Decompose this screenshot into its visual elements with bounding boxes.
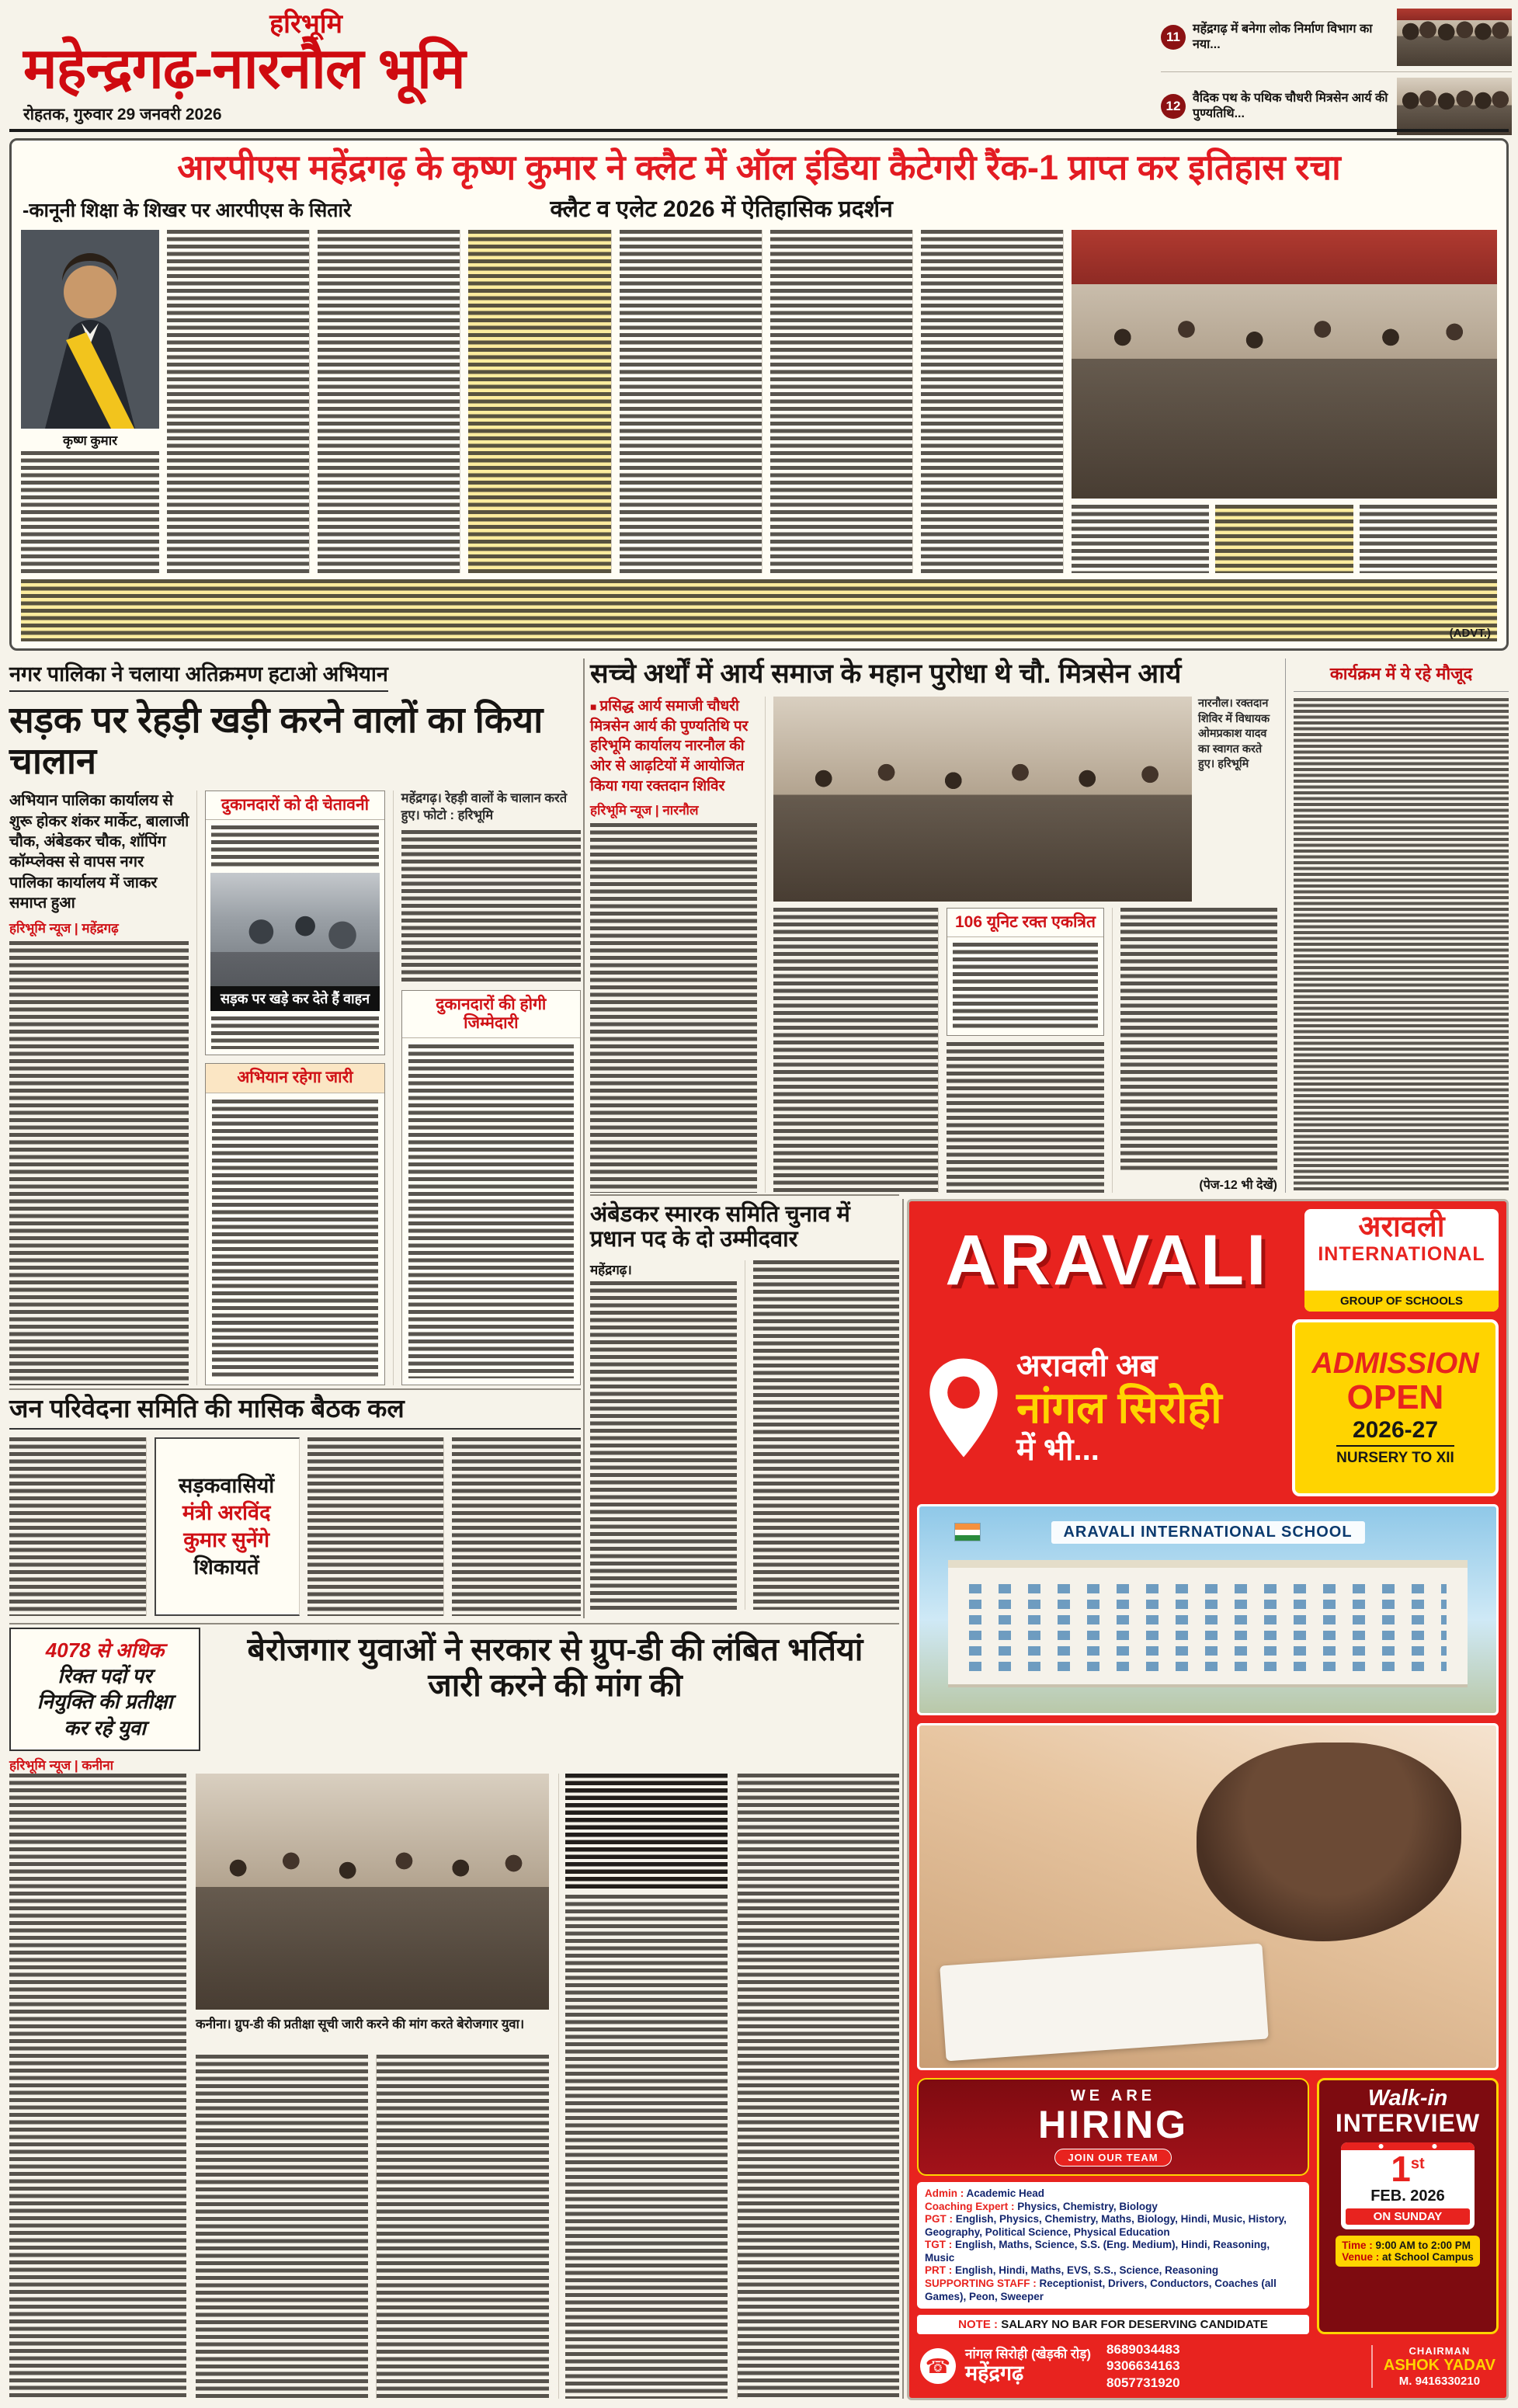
body-text-block xyxy=(408,1044,574,1378)
time-label: Time : xyxy=(1342,2239,1373,2251)
edition-dateline: रोहतक, गुरुवार 29 जनवरी 2026 xyxy=(23,106,222,124)
body-text-block xyxy=(167,230,310,573)
brief-text: वैदिक पथ के पथिक चौधरी मित्रसेन आर्य की पुण्यतिथि... xyxy=(1193,92,1388,120)
lead-body xyxy=(12,230,1506,573)
ad-brand-row xyxy=(917,1209,1499,1312)
body-text-block xyxy=(376,2055,549,2399)
school-building-photo xyxy=(917,1504,1499,1715)
day-suffix: st xyxy=(1410,2155,1425,2173)
student-portrait-photo xyxy=(21,230,159,429)
ambedkar-committee-article xyxy=(590,1202,899,1618)
address-block xyxy=(965,2347,1091,2385)
article-column xyxy=(401,791,581,1385)
newspaper-title: महेन्द्रगढ़-नारनौल भूमि xyxy=(23,37,465,100)
staff-label: Admin : xyxy=(925,2187,964,2199)
dateline: महेंद्रगढ़। xyxy=(590,1262,632,1277)
brief-number-badge: 11 xyxy=(1161,25,1186,50)
ad-bottom-row xyxy=(917,2078,1499,2334)
box-title: दुकानदारों की होगी जिम्मेदारी xyxy=(402,991,580,1038)
article-headline: सच्चे अर्थों में आर्य समाज के महान पुरोधा थे चौ. मित्रसेन आर्य xyxy=(590,658,1182,689)
staff-requirements-panel xyxy=(917,2182,1309,2309)
article-headline: सड़क पर रेहड़ी खड़ी करने वालों का किया चालान xyxy=(9,699,544,781)
bold-text-block xyxy=(565,1774,728,1890)
brief-number-badge: 12 xyxy=(1161,94,1186,119)
under-photo-text xyxy=(1072,505,1497,573)
staff-value: English, Hindi, Maths, EVS, S.S., Science, Reasoning xyxy=(955,2264,1219,2277)
blood-units-box xyxy=(947,908,1103,1036)
brief-text: महेंद्रगढ़ में बनेगा लोक निर्माण विभाग का नया... xyxy=(1193,23,1373,51)
staff-row xyxy=(925,2278,1301,2303)
vacancy-box-column xyxy=(9,1628,200,1773)
attendees-title: कार्यक्रम में ये रहे मौजूद xyxy=(1294,658,1509,692)
staff-label: PGT : xyxy=(925,2213,953,2226)
arya-main xyxy=(590,658,1285,1193)
ad-bottom-left xyxy=(917,2078,1309,2334)
article-top-row xyxy=(9,1628,899,1773)
calendar-weekday: ON SUNDAY xyxy=(1346,2208,1470,2225)
venue-row xyxy=(1342,2251,1474,2263)
chairman-phone: M. 9416330210 xyxy=(1398,2374,1481,2388)
body-text-block xyxy=(211,1016,378,1049)
staff-row xyxy=(925,2213,1301,2239)
lead-kicker-center: क्लैट व एलेट 2026 में ऐतिहासिक प्रदर्शन xyxy=(550,196,893,223)
haribhoomi-logo: हरिभूमि xyxy=(269,9,342,39)
phone-icon: ☎ xyxy=(920,2348,956,2384)
box-title: अभियान रहेगा जारी xyxy=(206,1064,384,1093)
award-group-photo xyxy=(1072,230,1497,499)
student-photo-column xyxy=(21,230,159,573)
staff-value: English, Maths, Science, S.S. (Eng. Medium), Hindi, Reasoning, Music xyxy=(925,2239,1270,2264)
box-line: मंत्री अरविंद xyxy=(182,1500,271,1524)
phone-numbers xyxy=(1106,2341,1180,2391)
highlighted-text-block xyxy=(468,230,611,573)
blood-donation-camp-photo xyxy=(773,697,1192,902)
ad-contact-bar xyxy=(917,2342,1499,2390)
phone-number: 8689034483 xyxy=(1106,2342,1180,2358)
advt-label: (ADVT.) xyxy=(1449,627,1491,641)
encroachment-article xyxy=(9,658,581,1385)
time-row xyxy=(1342,2239,1474,2251)
tagline-text xyxy=(1016,1348,1222,1468)
photo-caption: कनीना। ग्रुप-डी की प्रतीक्षा सूची जारी करने की मांग करते बेरोजगार युवा। xyxy=(196,2017,525,2031)
photo-credit: महेंद्रगढ़। रेहड़ी वालों के चालान करते हुए। फोटो : हरिभूमि xyxy=(401,791,568,822)
article-column xyxy=(9,791,197,1385)
news-brief-item xyxy=(1161,3,1512,71)
ad-tagline-row xyxy=(917,1319,1499,1496)
note-text: SALARY NO BAR FOR DESERVING CANDIDATE xyxy=(1001,2318,1268,2331)
body-text-block xyxy=(21,451,159,573)
calendar-month: FEB. 2026 xyxy=(1370,2187,1445,2205)
box-line: कर रहे युवा xyxy=(64,1715,146,1739)
day-number: 1 xyxy=(1391,2148,1411,2189)
body-text-block xyxy=(620,230,762,573)
building-sign-text: ARAVALI INTERNATIONAL SCHOOL xyxy=(1051,1521,1364,1544)
chairman-block xyxy=(1371,2345,1495,2388)
time-value: 9:00 AM to 2:00 PM xyxy=(1375,2239,1471,2251)
lead-kicker-row xyxy=(12,192,1506,224)
section-divider xyxy=(590,1194,899,1196)
staff-row xyxy=(925,2264,1301,2277)
body-text-block xyxy=(1360,505,1497,573)
body-text-block xyxy=(452,1437,581,1616)
arya-samaj-article xyxy=(590,658,1509,1193)
building-windows xyxy=(969,1584,1447,1673)
tagline-line: नांगल सिरोही xyxy=(1016,1383,1222,1433)
box-title: 106 यूनिट रक्त एकत्रित xyxy=(947,909,1103,937)
box-title: दुकानदारों को दी चेतावनी xyxy=(206,791,384,820)
note-label: NOTE : xyxy=(958,2318,999,2331)
section-divider xyxy=(9,1623,899,1624)
box-line: शिकायतें xyxy=(193,1555,259,1579)
section-divider xyxy=(583,658,585,1618)
address-line: नांगल सिरोही (खेड़की रोड़) xyxy=(965,2346,1092,2361)
body-text-block xyxy=(1120,908,1277,1173)
walkin-interview-box xyxy=(1317,2078,1499,2334)
arya-photo-and-text xyxy=(773,697,1277,1193)
staff-label: TGT : xyxy=(925,2239,953,2251)
byline: हरिभूमि न्यूज | महेंद्रगढ़ xyxy=(9,920,119,936)
article-headline: बेरोजगार युवाओं ने सरकार से ग्रुप-डी की लंबित भर्तियां जारी करने की मांग की xyxy=(247,1631,863,1703)
article-headline: अंबेडकर स्मारक समिति चुनाव में प्रधान पद के दो उम्मीदवार xyxy=(590,1202,850,1253)
body-text-block xyxy=(737,1774,899,2399)
classes-range: NURSERY TO XII xyxy=(1336,1445,1454,1467)
article-intro: ■ प्रसिद्ध आर्य समाजी चौधरी मित्रसेन आर्य की पुण्यतिथि पर हरिभूमि कार्यालय नारनौल की ओर से आढ़टियों में आयोजित किया गया रक्तदान शिविर xyxy=(590,697,757,796)
brand-international: INTERNATIONAL xyxy=(1318,1242,1485,1265)
byline: हरिभूमि न्यूज | कनीना xyxy=(9,1757,114,1773)
brand-name-english: ARAVALI xyxy=(945,1220,1269,1300)
body-text-block xyxy=(921,230,1064,573)
article-intro: अभियान पालिका कार्यालय से शुरू होकर शंकर मार्केट, बालाजी चौक, अंबेडकर चौक, शॉपिंग कॉम्प्लेक्स से वापस नगर पालिका कार्यालय में जाकर समाप्त हुआ xyxy=(9,792,189,912)
indian-flag xyxy=(954,1523,981,1541)
brand-box xyxy=(1304,1209,1499,1312)
location-pin-icon xyxy=(923,1355,1004,1461)
article-column xyxy=(205,791,393,1385)
warning-box xyxy=(205,791,384,1055)
article-column xyxy=(1120,908,1277,1193)
article-column xyxy=(947,908,1112,1193)
body-text-block xyxy=(212,1100,377,1379)
body-text-block xyxy=(9,941,189,1386)
box-line: सड़कवासियों xyxy=(178,1473,275,1497)
student-writing-photo xyxy=(917,1723,1499,2070)
body-text-block xyxy=(9,1437,147,1616)
open-word: OPEN xyxy=(1346,1378,1444,1416)
jan-parivedana-article xyxy=(9,1395,581,1618)
byline: हरिभूमि न्यूज | नारनौल xyxy=(590,803,699,818)
highlighted-text-block xyxy=(1215,505,1353,573)
body-text-block xyxy=(401,830,581,982)
lead-story-clat-rank xyxy=(9,138,1509,651)
article-column xyxy=(590,1260,745,1610)
time-venue-strip xyxy=(1336,2236,1480,2267)
article-kicker: नगर पालिका ने चलाया अतिक्रमण हटाओ अभियान xyxy=(9,658,388,692)
lead-right-column xyxy=(1072,230,1497,573)
venue-label: Venue : xyxy=(1342,2250,1380,2263)
arya-layout xyxy=(590,658,1509,1193)
street-vendor-photo xyxy=(210,873,379,986)
masthead xyxy=(0,0,1518,129)
venue-value: at School Campus xyxy=(1382,2250,1474,2263)
photo-caption: नारनौल। रक्तदान शिविर में विधायक ओमप्रकाश यादव का स्वागत करते हुए। हरिभूमि xyxy=(1198,697,1270,771)
body-text-block xyxy=(565,1895,728,2399)
protest-group-photo xyxy=(196,1774,549,2010)
staff-label: Coaching Expert : xyxy=(925,2200,1015,2212)
staff-value: English, Physics, Chemistry, Maths, Biology, Hindi, Music, History, Geography, Political Science, Physical Education xyxy=(925,2213,1287,2238)
body-text-block xyxy=(773,908,939,1193)
article-columns xyxy=(773,908,1277,1193)
aravali-school-ad xyxy=(907,1199,1509,2400)
staff-value: Physics, Chemistry, Biology xyxy=(1017,2200,1158,2212)
article-column xyxy=(558,1774,728,2399)
body-text-block xyxy=(947,1042,1103,1193)
brand-group-of-schools: GROUP OF SCHOOLS xyxy=(1304,1291,1499,1312)
article-columns xyxy=(590,1260,899,1610)
box-line: 4078 से अधिक xyxy=(45,1638,165,1662)
address-city: महेंद्रगढ़ xyxy=(965,2361,1024,2385)
brief-photo xyxy=(1397,9,1512,66)
photo-row xyxy=(773,697,1277,902)
minister-hearing-box xyxy=(155,1437,300,1616)
photo-caption-band: सड़क पर खड़े कर देते हैं वाहन xyxy=(210,986,379,1011)
hiring-line: HIRING xyxy=(1038,2103,1188,2146)
tagline-line: अरावली अब xyxy=(1016,1349,1158,1384)
new-branch-tagline xyxy=(917,1319,1283,1496)
article-columns xyxy=(9,1437,581,1616)
body-text-block xyxy=(196,2055,368,2399)
box-line: रिक्त पदों पर xyxy=(57,1664,152,1688)
we-are-hiring-badge xyxy=(917,2078,1309,2176)
join-our-team-pill: JOIN OUR TEAM xyxy=(1054,2149,1171,2167)
group-d-demand-article xyxy=(9,1628,899,2399)
staff-row xyxy=(925,2201,1301,2213)
hiring-line: WE ARE xyxy=(1070,2087,1156,2104)
admission-open-card xyxy=(1292,1319,1499,1496)
body-text-block xyxy=(307,1437,445,1616)
staff-value: Receptionist, Drivers, Conductors, Coaches (all Games), Peon, Sweeper xyxy=(925,2278,1277,2302)
article-headline: जन परिवेदना समिति की मासिक बैठक कल xyxy=(9,1395,581,1430)
body-text-block xyxy=(753,1260,900,1610)
chairman-label: CHAIRMAN xyxy=(1409,2344,1471,2357)
body-text-block xyxy=(590,1281,737,1610)
body-text-block xyxy=(318,230,460,573)
shopkeeper-responsibility-box xyxy=(401,990,581,1385)
walkin-word: Walk-in xyxy=(1367,2086,1448,2111)
continued-on-page-note: (पेज-12 भी देखें) xyxy=(1199,1179,1277,1192)
article-column xyxy=(590,697,766,1193)
box-line: कुमार सुनेंगे xyxy=(183,1527,270,1551)
calendar-day xyxy=(1341,2150,1475,2187)
vacancy-count-box xyxy=(9,1628,200,1751)
masthead-news-briefs xyxy=(1161,3,1512,141)
staff-value: Academic Head xyxy=(966,2187,1045,2199)
session-years: 2026-27 xyxy=(1352,1417,1439,1444)
staff-label: PRT : xyxy=(925,2264,953,2277)
salary-note-strip xyxy=(917,2315,1309,2334)
staff-row xyxy=(925,2187,1301,2200)
brand-name-hindi: अरावली xyxy=(1358,1211,1445,1243)
interview-date-calendar xyxy=(1341,2142,1475,2229)
phone-number: 8057731920 xyxy=(1106,2375,1180,2390)
box-line: नियुक्ति की प्रतीक्षा xyxy=(36,1690,173,1714)
student-photo-caption: कृष्ण कुमार xyxy=(62,433,118,449)
brief-photo xyxy=(1397,78,1512,135)
interview-word: INTERVIEW xyxy=(1335,2109,1481,2138)
walkin-interview-column xyxy=(1317,2078,1499,2334)
phone-number: 9306634163 xyxy=(1106,2358,1180,2374)
body-text-block xyxy=(770,230,913,573)
body-text-block xyxy=(590,823,757,1193)
body-text-block xyxy=(1072,505,1209,573)
admission-word: ADMISSION xyxy=(1311,1346,1479,1380)
staff-label: SUPPORTING STAFF : xyxy=(925,2278,1037,2290)
arya-grid xyxy=(590,697,1277,1193)
lead-headline: आरपीएस महेंद्रगढ़ के कृष्ण कुमार ने क्लैट में ऑल इंडिया कैटेगरी रैंक-1 प्राप्त कर इतिहास रचा xyxy=(177,148,1341,187)
masthead-rule xyxy=(9,129,1509,132)
staff-row xyxy=(925,2239,1301,2264)
tagline-line: में भी... xyxy=(1016,1432,1099,1467)
body-text-block xyxy=(211,825,378,867)
section-divider xyxy=(902,1199,904,2399)
chairman-name: ASHOK YADAV xyxy=(1383,2356,1495,2374)
attendees-column xyxy=(1285,658,1509,1193)
article-columns xyxy=(9,791,581,1385)
lead-kicker-left: -कानूनी शिक्षा के शिखर पर आरपीएस के सितारे xyxy=(23,200,352,222)
body-text-block xyxy=(1294,698,1509,1193)
campaign-continues-box xyxy=(205,1063,384,1385)
building-facade xyxy=(948,1560,1468,1684)
advert-footer-band xyxy=(21,579,1497,641)
body-text-block xyxy=(9,1774,186,2399)
body-text-block xyxy=(953,943,1097,1030)
section-divider xyxy=(9,1388,581,1390)
